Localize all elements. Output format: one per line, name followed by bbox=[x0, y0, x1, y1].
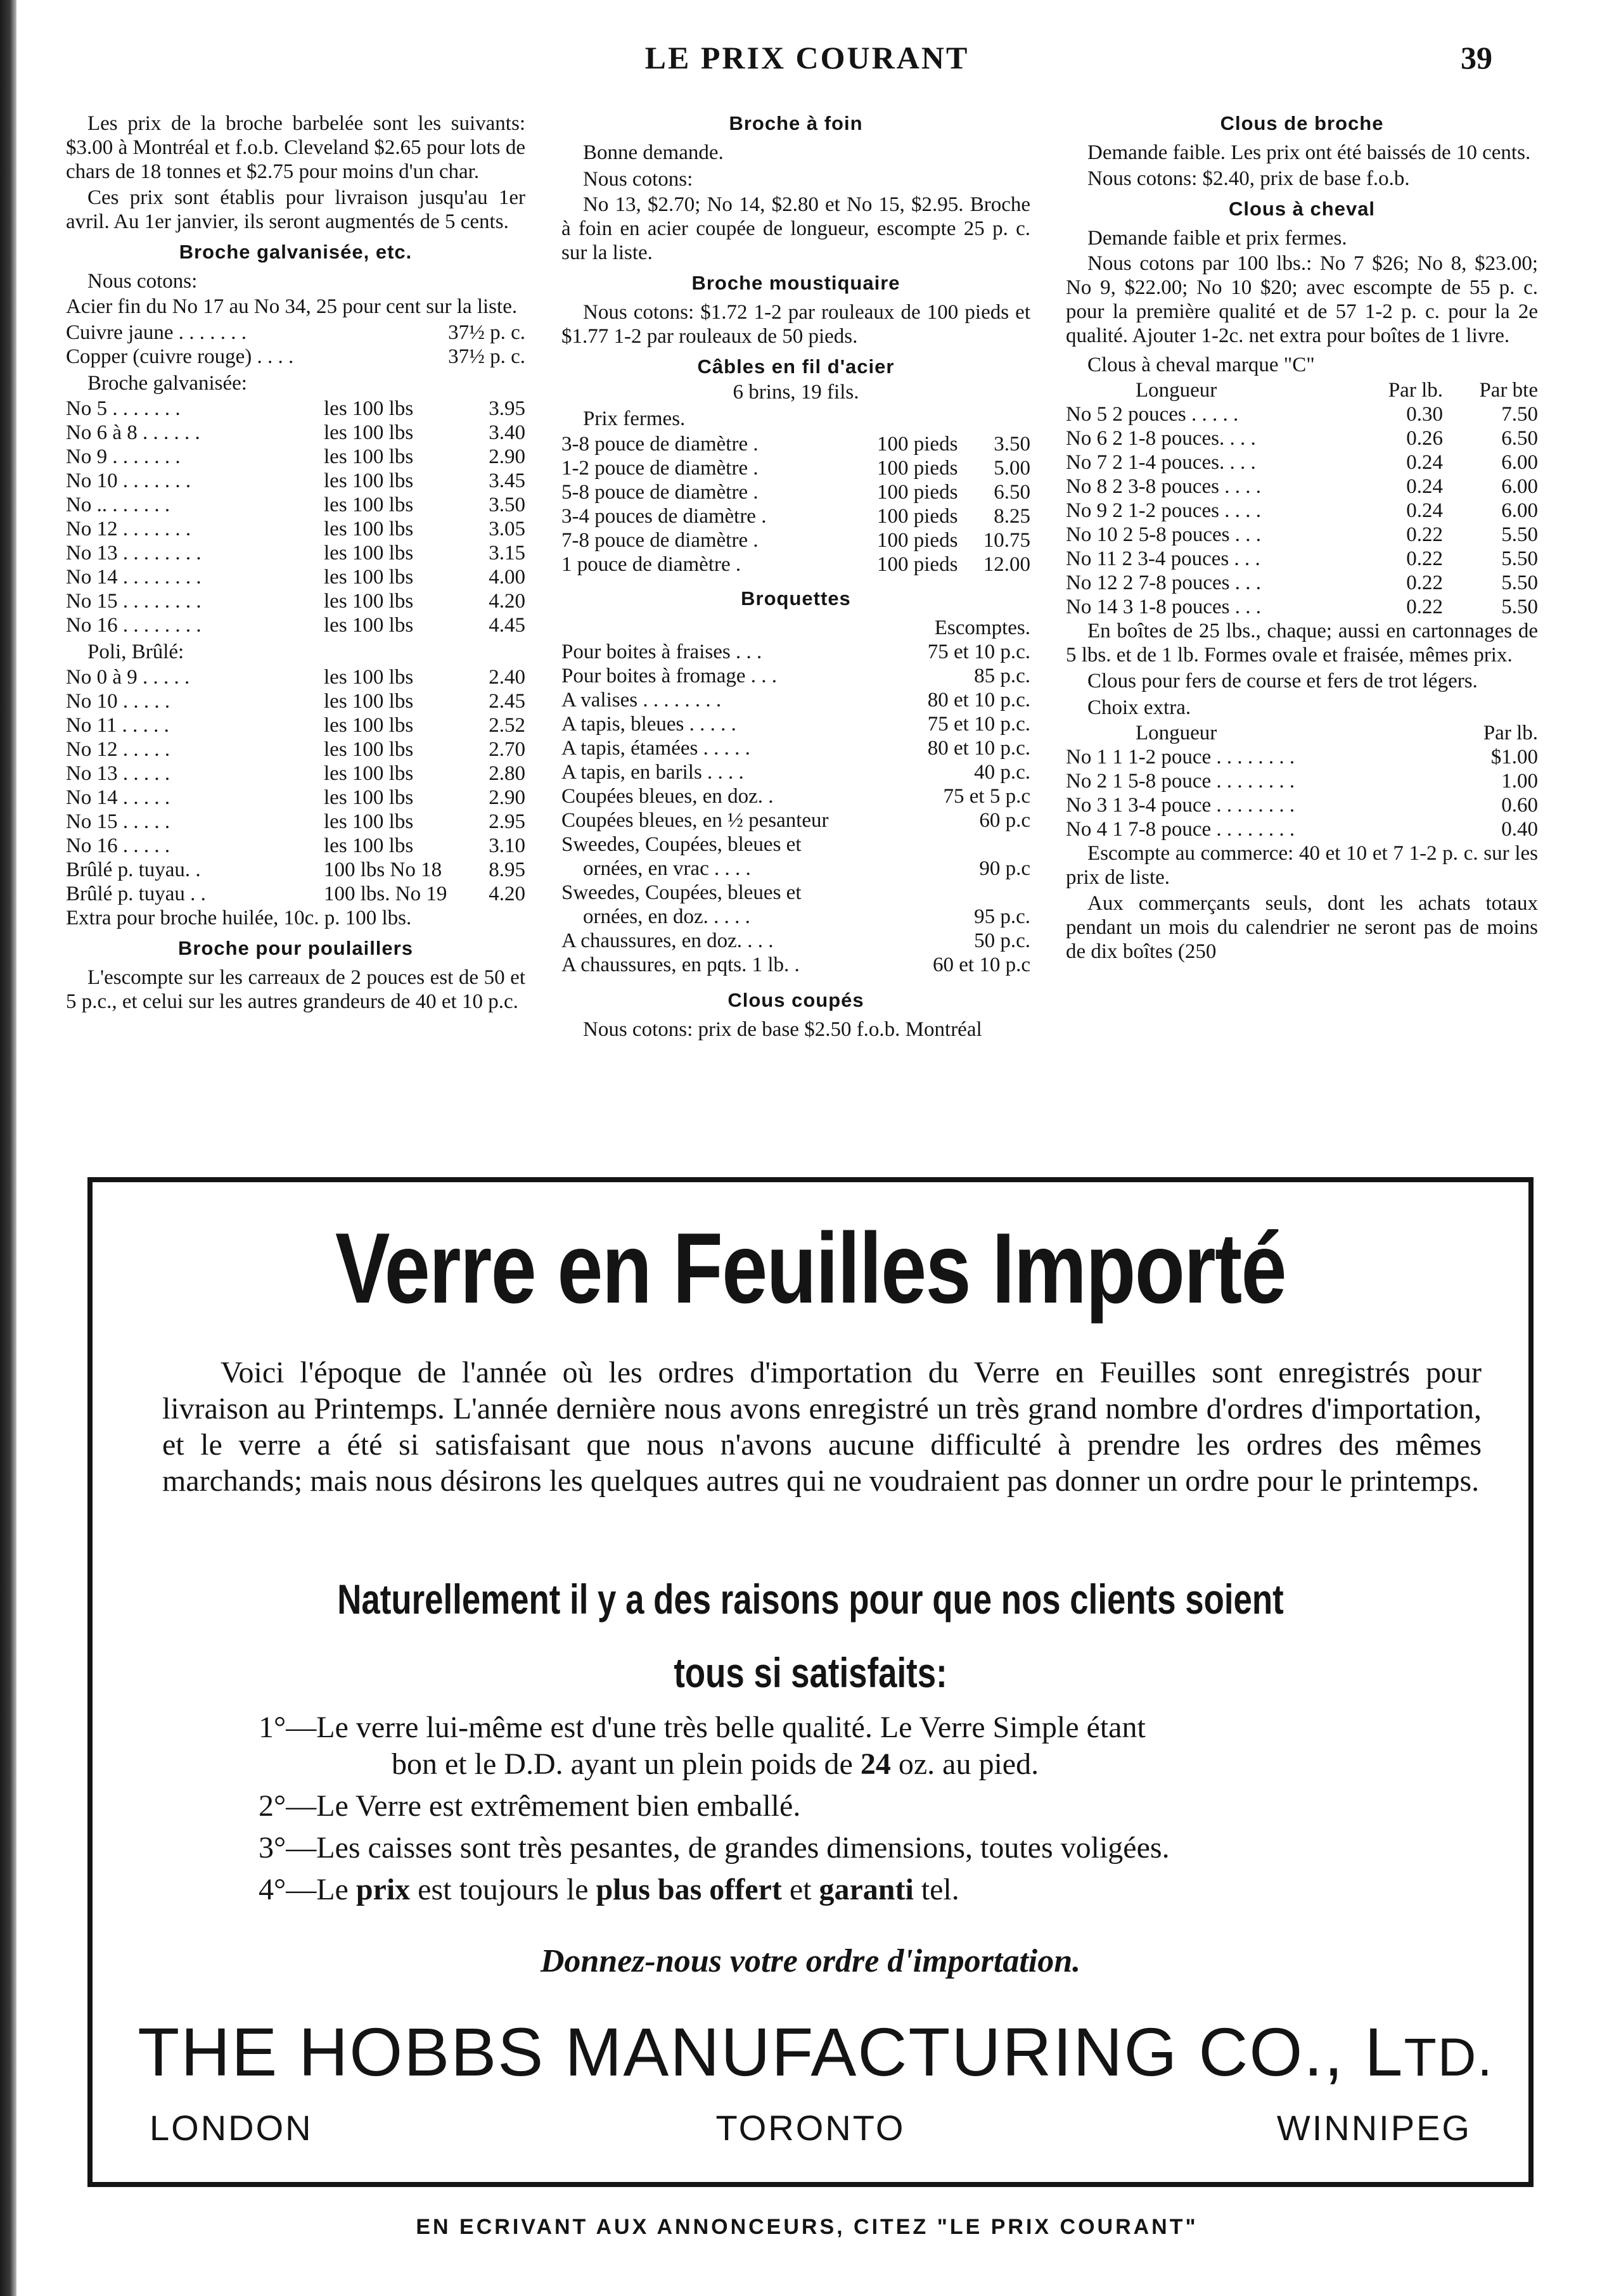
column-3 bbox=[1066, 112, 1538, 966]
fers-text: Clous pour fers de course et fers de trot légers. bbox=[1087, 670, 1478, 692]
table-row: Brûlé p. tuyau . . 100 lbs. No 19 4.20 bbox=[66, 883, 525, 905]
ad-slogan-line2: tous si satisfaits: bbox=[674, 1649, 947, 1696]
table-row: No 0 à 9 . . . . . les 100 lbs 2.40 bbox=[66, 666, 525, 689]
table-row: No 1 1 1-2 pouce . . . . . . . . $1.00 bbox=[1066, 746, 1538, 769]
galvanized-price-table bbox=[66, 397, 525, 637]
table-row: A tapis, étamées . . . . . 80 et 10 p.c. bbox=[561, 737, 1030, 760]
cable-price-table bbox=[561, 432, 1030, 577]
nous-cotons-label: Nous cotons: bbox=[87, 270, 198, 293]
column-1 bbox=[66, 112, 525, 1016]
table-row: No 12 . . . . . . . les 100 lbs 3.05 bbox=[66, 518, 525, 540]
table-row: Coupées bleues, en ½ pesanteur 60 p.c bbox=[561, 809, 1030, 832]
table-row: No 9 2 1-2 pouces . . . . 0.24 6.00 bbox=[1066, 499, 1538, 522]
poulailler-text: L'escompte sur les carreaux de 2 pouces est de 50 et 5 p.c., et celui sur les autres grandeurs de 40 et 10 p.c. bbox=[66, 966, 525, 1013]
table-row: A tapis, bleues . . . . . 75 et 10 p.c. bbox=[561, 713, 1030, 736]
table-row: Coupées bleues, en doz. . 75 et 5 p.c bbox=[561, 785, 1030, 808]
table-row: No 16 . . . . . les 100 lbs 3.10 bbox=[66, 834, 525, 857]
table-row: A chaussures, en pqts. 1 lb. . 60 et 10 p.c bbox=[561, 953, 1030, 976]
clous-coupes-text: Nous cotons: prix de base $2.50 f.o.b. Montréal bbox=[583, 1018, 982, 1041]
ad-reason-list bbox=[259, 1709, 1450, 1913]
table-row: No 16 . . . . . . . . les 100 lbs 4.45 bbox=[66, 614, 525, 637]
choix-label: Choix extra. bbox=[1087, 696, 1191, 719]
table-row: A chaussures, en doz. . . . 50 p.c. bbox=[561, 929, 1030, 952]
table-row: No 8 2 3-8 pouces . . . . 0.24 6.00 bbox=[1066, 475, 1538, 498]
table-row: Pour boites à fromage . . . 85 p.c. bbox=[561, 665, 1030, 687]
table-row: No 12 . . . . . les 100 lbs 2.70 bbox=[66, 738, 525, 761]
list-item: 4°—Le prix est toujours le plus bas offert et garanti tel. bbox=[259, 1873, 959, 1906]
table-row: No 10 2 5-8 pouces . . . 0.22 5.50 bbox=[1066, 523, 1538, 546]
table-row: No 6 2 1-8 pouces. . . . 0.26 6.50 bbox=[1066, 427, 1538, 450]
table-row: 7-8 pouce de diamètre . 100 pieds 10.75 bbox=[561, 529, 1030, 552]
section-heading: Câbles en fil d'acier bbox=[697, 355, 895, 378]
section-heading: Clous de broche bbox=[1220, 112, 1384, 134]
section-heading: Broche pour poulaillers bbox=[178, 937, 413, 959]
table-row: 5-8 pouce de diamètre . 100 pieds 6.50 bbox=[561, 481, 1030, 504]
section-heading: Broche moustiquaire bbox=[691, 272, 900, 294]
table-row: No 7 2 1-4 pouces. . . . 0.24 6.00 bbox=[1066, 451, 1538, 474]
page-header bbox=[0, 39, 1614, 77]
escomptes-label: Escomptes. bbox=[934, 616, 1030, 639]
table-row: Sweedes, Coupées, bleues et bbox=[561, 881, 802, 904]
ad-intro: Voici l'époque de l'année où les ordres d'importation du Verre en Feuilles sont enregistrés pour livraison au Printemps. L'année dernière nous avons enregistré un très grand nombre d'ordres d'importation, et le verre a été si satisfaisant que nous n'avons aucune difficulté à prendre les ordres des mêmes marchands; mais nous désirons les quelques autres qui ne voudraient pas donner un ordre pour le printemps. bbox=[162, 1356, 1482, 1498]
acier-text: Acier fin du No 17 au No 34, 25 pour cent sur la liste. bbox=[66, 295, 518, 318]
table-row: No 5 . . . . . . . les 100 lbs 3.95 bbox=[66, 397, 525, 420]
table-row: No 13 . . . . . . . . les 100 lbs 3.15 bbox=[66, 542, 525, 564]
table-row: Pour boites à fraises . . . 75 et 10 p.c. bbox=[561, 641, 1030, 663]
table-row: No 10 . . . . . les 100 lbs 2.45 bbox=[66, 690, 525, 713]
ad-call-to-action: Donnez-nous votre ordre d'importation. bbox=[540, 1943, 1081, 1979]
table-row: No 13 . . . . . les 100 lbs 2.80 bbox=[66, 762, 525, 785]
page-footer: EN ECRIVANT AUX ANNONCEURS, CITEZ "LE PRIX COURANT" bbox=[416, 2215, 1198, 2239]
list-item: 3°—Les caisses sont très pesantes, de grandes dimensions, toutes voligées. bbox=[259, 1831, 1170, 1865]
polished-price-table bbox=[66, 665, 525, 906]
table-row: No 15 . . . . . . . . les 100 lbs 4.20 bbox=[66, 590, 525, 613]
company-name: THE HOBBS MANUFACTURING CO., LTD. bbox=[138, 2013, 1494, 2090]
table-row: No 11 . . . . . les 100 lbs 2.52 bbox=[66, 714, 525, 737]
table-row: No 2 1 5-8 pouce . . . . . . . . 1.00 bbox=[1066, 770, 1538, 793]
table-row: No 11 2 3-4 pouces . . . 0.22 5.50 bbox=[1066, 547, 1538, 570]
city-winnipeg: WINNIPEG bbox=[1276, 2108, 1471, 2148]
table-row: No 10 . . . . . . . les 100 lbs 3.45 bbox=[66, 469, 525, 492]
table-row: A valises . . . . . . . . 80 et 10 p.c. bbox=[561, 689, 1030, 711]
list-item: 2°—Le Verre est extrêmement bien emballé. bbox=[259, 1789, 801, 1823]
horseshoe-nail-table bbox=[1066, 402, 1538, 619]
list-item: 1°—Le verre lui-même est d'une très belle qualité. Le Verre Simple étant bon et le D.D. ayant un plein poids de 24 oz. au pied. bbox=[259, 1711, 1146, 1781]
choice-nail-table bbox=[1066, 745, 1538, 841]
ad-slogan bbox=[236, 1562, 1385, 1709]
boites-text: En boîtes de 25 lbs., chaque; aussi en cartonnages de 5 lbs. et de 1 lb. Formes ovale et fraisée, mêmes prix. bbox=[1066, 620, 1538, 666]
cheval-demand: Demande faible et prix fermes. bbox=[1087, 227, 1347, 250]
table-row: 3-4 pouces de diamètre . 100 pieds 8.25 bbox=[561, 505, 1030, 528]
section-heading: Broquettes bbox=[741, 587, 851, 609]
table-row: No 3 1 3-4 pouce . . . . . . . . 0.60 bbox=[1066, 794, 1538, 817]
prix-fermes: Prix fermes. bbox=[583, 407, 686, 430]
section-heading: Broche galvanisée, etc. bbox=[179, 241, 413, 263]
cheval-text: Nous cotons par 100 lbs.: No 7 $26; No 8, $23.00; No 9, $22.00; No 10 $20; avec escompte de 55 p. c. pour la première qualité et de 57 1-2 p. c. pour la 2e qualité. Ajouter 1-2c. net extra pour boîtes de 1 livre. bbox=[1066, 252, 1538, 347]
page-binding-edge bbox=[0, 0, 16, 2296]
publication-title: LE PRIX COURANT bbox=[644, 40, 970, 75]
table-row: No 14 3 1-8 pouces . . . 0.22 5.50 bbox=[1066, 596, 1538, 618]
demand-text: Bonne demande. bbox=[583, 141, 724, 164]
table-row: No 12 2 7-8 pouces . . . 0.22 5.50 bbox=[1066, 571, 1538, 594]
marque-label: Clous à cheval marque "C" bbox=[1087, 354, 1315, 376]
table-row: No 9 . . . . . . . les 100 lbs 2.90 bbox=[66, 445, 525, 468]
commercants-text: Aux commerçants seuls, dont les achats totaux pendant un mois du calendrier ne seront pas de moins de dix boîtes (250 bbox=[1066, 892, 1538, 963]
galv-label: Broche galvanisée: bbox=[87, 372, 247, 395]
table-row: No 6 à 8 . . . . . . les 100 lbs 3.40 bbox=[66, 421, 525, 444]
table-row: No 14 . . . . . . . . les 100 lbs 4.00 bbox=[66, 566, 525, 589]
table-header: Longueur Par lb. bbox=[1136, 722, 1538, 744]
city-toronto: TORONTO bbox=[715, 2108, 906, 2148]
ad-title: Verre en Feuilles Importé bbox=[335, 1213, 1286, 1324]
foin-text: No 13, $2.70; No 14, $2.80 et No 15, $2.95. Broche à foin en acier coupée de longueur, escompte 25 p. c. sur la liste. bbox=[561, 193, 1030, 264]
cables-sub: 6 brins, 19 fils. bbox=[733, 381, 859, 404]
section-heading: Broche à foin bbox=[729, 112, 863, 134]
city-london: LONDON bbox=[150, 2108, 313, 2148]
validity-text: Ces prix sont établis pour livraison jusqu'au 1er avril. Au 1er janvier, ils seront augmentés de 5 cents. bbox=[66, 186, 525, 233]
table-row: No 5 2 pouces . . . . . 0.30 7.50 bbox=[1066, 403, 1538, 426]
price-row: Cuivre jaune . . . . . . . 37½ p. c. bbox=[66, 321, 525, 344]
broche-price-text: Nous cotons: $2.40, prix de base f.o.b. bbox=[1087, 167, 1410, 190]
table-row: 1-2 pouce de diamètre . 100 pieds 5.00 bbox=[561, 457, 1030, 480]
broche-text: Demande faible. Les prix ont été baissés de 10 cents. bbox=[1087, 141, 1531, 164]
table-row: Brûlé p. tuyau. . 100 lbs No 18 8.95 bbox=[66, 858, 525, 881]
escompte-text: Escompte au commerce: 40 et 10 et 7 1-2 p. c. sur les prix de liste. bbox=[1066, 842, 1538, 889]
poli-label: Poli, Brûlé: bbox=[87, 641, 184, 663]
ad-slogan-line1: Naturellement il y a des raisons pour que nos clients soient bbox=[337, 1576, 1284, 1623]
table-row: No 14 . . . . . les 100 lbs 2.90 bbox=[66, 786, 525, 809]
table-row: Sweedes, Coupées, bleues et bbox=[561, 833, 802, 856]
table-row: A tapis, en barils . . . . 40 p.c. bbox=[561, 761, 1030, 784]
tack-discount-table bbox=[561, 640, 1030, 977]
section-heading: Clous coupés bbox=[727, 989, 864, 1011]
table-header: Longueur Par lb. Par bte bbox=[1136, 379, 1538, 402]
page-number: 39 bbox=[1461, 40, 1492, 75]
table-row: No 15 . . . . . les 100 lbs 2.95 bbox=[66, 810, 525, 833]
column-2 bbox=[561, 112, 1030, 1043]
section-heading: Clous à cheval bbox=[1228, 198, 1376, 220]
table-row: ornées, en doz. . . . . 95 p.c. bbox=[583, 905, 1030, 928]
table-row: No 4 1 7-8 pouce . . . . . . . . 0.40 bbox=[1066, 818, 1538, 841]
table-row: 3-8 pouce de diamètre . 100 pieds 3.50 bbox=[561, 433, 1030, 456]
table-row: 1 pouce de diamètre . 100 pieds 12.00 bbox=[561, 553, 1030, 576]
advertisement-box bbox=[87, 1177, 1534, 2187]
moustiquaire-text: Nous cotons: $1.72 1-2 par rouleaux de 100 pieds et $1.77 1-2 par rouleaux de 50 pieds. bbox=[561, 301, 1030, 348]
nous-cotons-label: Nous cotons: bbox=[583, 168, 693, 191]
table-row: ornées, en vrac . . . . 90 p.c bbox=[583, 857, 1030, 880]
table-row: No .. . . . . . . les 100 lbs 3.50 bbox=[66, 494, 525, 516]
barbed-wire-text: Les prix de la broche barbelée sont les suivants: $3.00 à Montréal et f.o.b. Cleveland $2.65 pour lots de chars de 18 tonnes et $2.75 pour moins d'un char. bbox=[66, 112, 525, 183]
price-row: Copper (cuivre rouge) . . . . 37½ p. c. bbox=[66, 345, 525, 368]
extra-text: Extra pour broche huilée, 10c. p. 100 lbs. bbox=[66, 907, 412, 929]
